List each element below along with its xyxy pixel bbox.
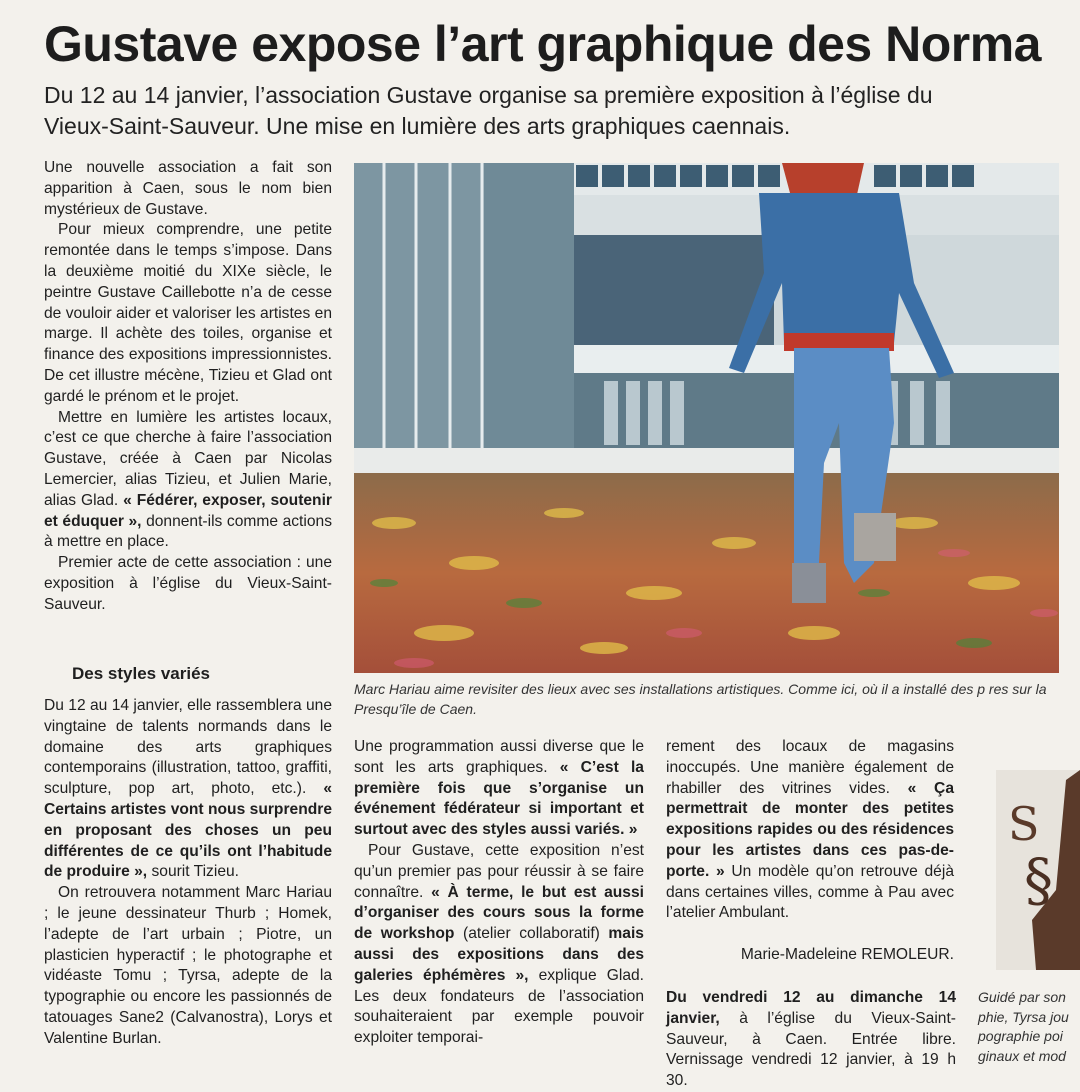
paragraph [44, 408, 332, 554]
quote: « À terme, le but est aussi d’organiser des cours sous la forme de workshop [354, 883, 644, 943]
svg-text:§: § [1024, 846, 1053, 914]
paragraph: Pour mieux comprendre, une petite remontée dans le temps s’impose. Dans la deuxième moitié du XIXe siècle, le peintre Gustave Caillebotte n’a de cesse de vouloir aider et valoriser les artistes en marge. Il achète des toiles, organise et finance des expositions impressionnistes. De cet illustre mécène, Tizieu et Glad ont gardé le prénom et le projet. [44, 221, 332, 405]
quote: mais aussi des expositions dans des galeries éphémères », [354, 925, 644, 984]
quote: « C’est la première fois que s’organise un événement fédérateur si important et surtout avec des styles aussi variés. » [354, 758, 644, 839]
side-caption: Guidé par son phie, Tyrsa jou pographie poi ginaux et mod [978, 989, 1069, 1064]
article-photo [354, 163, 1059, 673]
paragraph-text: Un modèle qu’on retrouve déjà dans certaines villes, comme à Pau avec l’atelier Ambulant. [666, 862, 954, 922]
paragraph: On retrouvera notamment Marc Hariau ; le jeune dessinateur Thurb ; Homek, l’adepte de l’art urbain ; Piotre, un plasticien hyperactif ; le photographe et vidéaste Tomu ; Tyrsa, adepte de la typographie ou encore les passionnés de tatouages Sane2 (Calvanostra), Lorys et Valentine Burlan. [44, 884, 332, 1047]
info-details: à l’église du Vieux-Saint-Sauveur, à Caen. Entrée libre. Vernissage vendredi 12 janvier, à 19 h 30. [666, 1009, 956, 1090]
quote: « Ça permettrait de monter des petites expositions rapides ou des résidences pour les artistes dans ces pas-de-porte. » [666, 779, 954, 880]
photo-illustration [354, 163, 1059, 673]
paragraph-text: (atelier collaboratif) [463, 925, 600, 943]
paragraph-text: Mettre en lumière les artistes locaux, c’est ce que cherche à faire l’association Gustave, créée à Caen par Nicolas Lemercier, alias Tizieu, et Julien Marie, alias Glad. [44, 408, 332, 509]
paragraph [44, 696, 332, 883]
paragraph-text: rement des locaux de magasins inoccupés. Une manière également de rhabiller des vitrines vides. [666, 738, 954, 797]
paragraph-text: Pour Gustave, cette exposition n’est qu’un premier pas pour réussir à se faire connaître. [354, 841, 644, 901]
body-column-1-continued [44, 696, 332, 1050]
paragraph-text: donnent-ils comme actions à mettre en place. [44, 512, 332, 551]
body-column-1 [44, 158, 332, 616]
quote: « Certains artistes vont nous surprendre en proposant des choses un peu différentes de ce qu’ils ont l’habitude de produire », [44, 780, 332, 881]
photo-caption: Marc Hariau aime revisiter des lieux avec ses installations artistiques. Comme ici, où il a installé des p res sur la Presqu’île de Caen. [354, 681, 1047, 717]
info-dates: Du vendredi 12 au dimanche 14 janvier, [666, 989, 956, 1027]
paragraph-text: explique Glad. Les deux fondateurs de l’association souhaiteraient par exemple pouvoir exploiter temporai- [354, 966, 645, 1047]
svg-text:S: S [1008, 797, 1040, 851]
quote: « Fédérer, exposer, soutenir et éduquer », [44, 491, 332, 530]
body-column-2 [354, 737, 644, 1049]
body-column-3 [666, 737, 954, 924]
paragraph-text: sourit Tizieu. [151, 863, 240, 881]
paragraph [354, 737, 644, 841]
subheading: Des styles variés [72, 664, 210, 683]
paragraph [354, 841, 644, 1049]
paragraph [666, 737, 954, 924]
practical-info [666, 988, 956, 1092]
standfirst: Du 12 au 14 janvier, l’association Gustave organise sa première exposition à l’église du Vieux-Saint-Sauveur. Une mise en lumière des arts graphiques caennais. [44, 82, 933, 139]
side-photo-illustration [996, 770, 1080, 970]
headline: Gustave expose l’art graphique des Norma [44, 16, 1041, 72]
author-signature: Marie-Madeleine REMOLEUR. [740, 946, 954, 963]
side-photo [996, 770, 1080, 970]
paragraph: Une nouvelle association a fait son apparition à Caen, sous le nom bien mystérieux de Gustave. [44, 159, 332, 218]
paragraph-text: Une programmation aussi diverse que le sont les arts graphiques. [354, 738, 644, 776]
paragraph-text: Du 12 au 14 janvier, elle rassemblera une vingtaine de talents normands dans le domaine des arts graphiques contemporains (illustration, tattoo, graffiti, sculpture, pop art, photo, etc.). [44, 697, 332, 798]
paragraph: Premier acte de cette association : une exposition à l’église du Vieux-Saint-Sauveur. [44, 554, 332, 613]
